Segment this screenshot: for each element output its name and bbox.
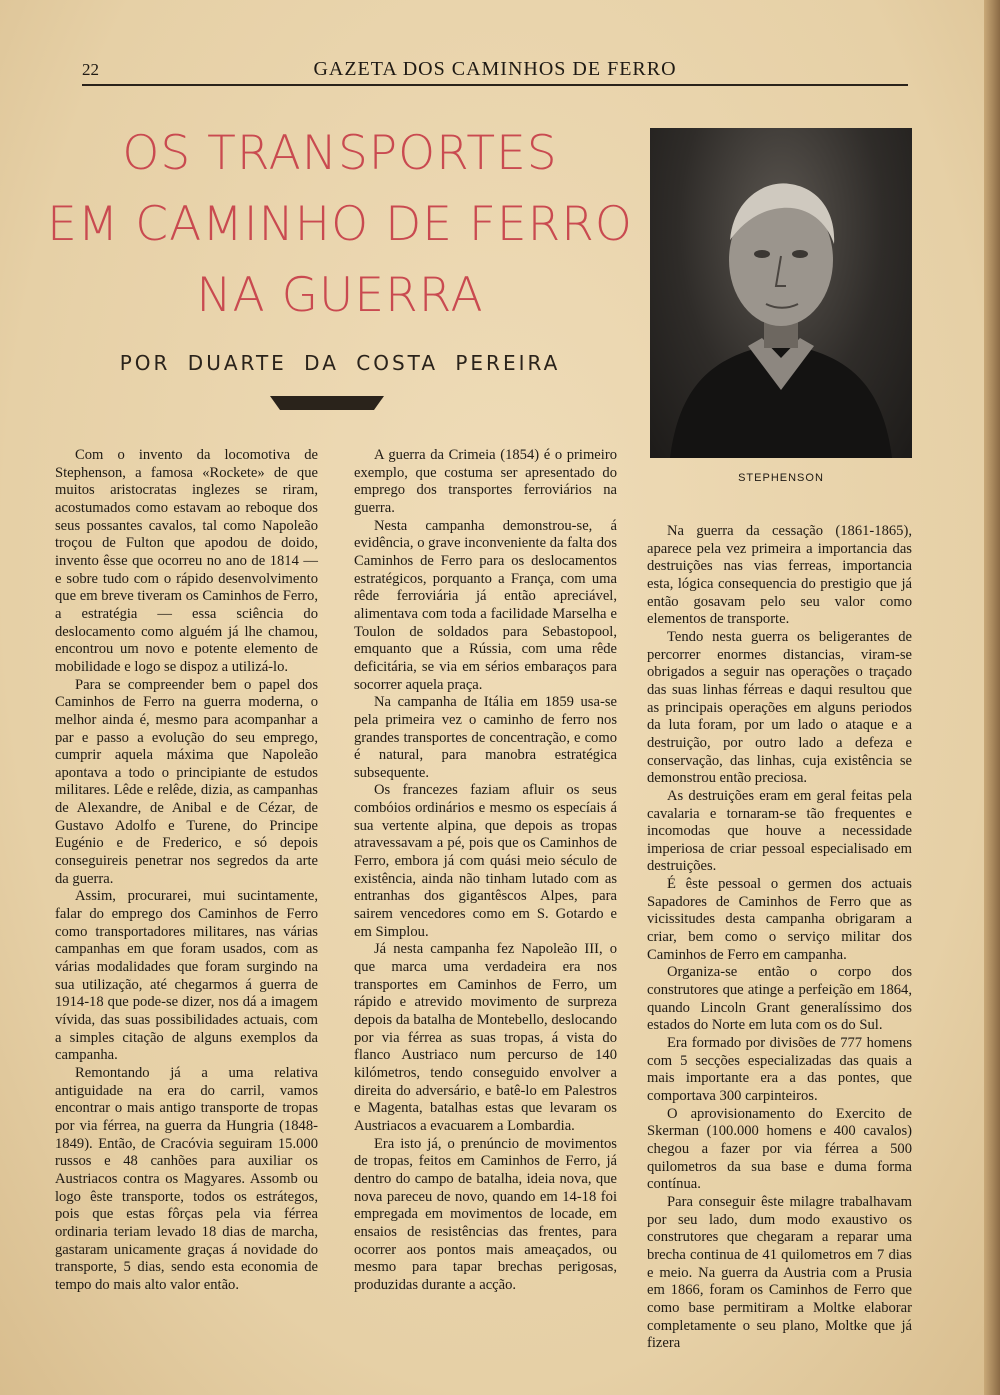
paragraph: Para conseguir êste milagre trabalhavam por seu lado, dum modo exaustivo os construtores que chegaram a reparar uma brecha continua de 41 quilometros em 7 dias e meio. Na guerra da Austria com a Prusia em 1866, foram os Caminhos de Ferro que como base permitiram a Moltke elaborar completamente o seu plano, Moltke que já fizera <box>647 1193 912 1352</box>
paragraph: Na guerra da cessação (1861-1865), aparece pela vez primeira a importancia das destruições nas vias ferreas, importancia esta, lógica consequencia do prestigio que já então gosavam pelo seu valor como elementos de transporte. <box>647 523 912 628</box>
paragraph: Já nesta campanha fez Napoleão III, o que marca uma verdadeira era nos transportes em Caminhos de Ferro, um rápido e atrevido movimento de surpreza depois da batalha de Montebello, deslocando por via férrea as suas tropas, á vista do flanco Austriaco num percurso de 140 kilómetros, tendo conseguido envolver a direita do adversário, e batê-lo em Palestros e Magenta, batalhas estas que levaram os Austriacos a evacuarem a Lombardia. <box>354 941 617 1134</box>
page-binding-edge <box>984 0 1000 1395</box>
paragraph: Tendo nesta guerra os beligerantes de percorrer enormes distancias, viram-se obrigados a seguir nas operações o traçado das suas linhas férreas e daqui resultou que as principais operações em alguns periodos da luta foram, por um lado o ataque e a destruição, por outro lado a defeza e conservação, das linhas, cuja existência se demonstrou então preciosa. <box>647 628 912 787</box>
paragraph: É êste pessoal o germen dos actuais Sapadores de Caminhos de Ferro que as vicissitudes desta campanha obrigaram a criar, bem como o serviço militar dos Caminhos de Ferro em campanha. <box>647 876 912 963</box>
portrait-illustration <box>650 128 912 458</box>
paragraph: Nesta campanha demonstrou-se, á evidência, o grave inconveniente da falta dos Caminhos de Ferro para os deslocamentos estratégicos, porquanto a França, com uma rêde ferroviária já então apreciável, alimentava com toda a facilidade Marselha e Toulon de soldados para Sebastopool, emquanto que a Rússia, com uma rêde deficitária, se via em sérios embaraços para socorrer aquela praça. <box>354 517 617 693</box>
paragraph: A guerra da Crimeia (1854) é o primeiro exemplo, que costuma ser apresentado do emprego dos transportes ferroviários na guerra. <box>354 447 617 516</box>
paragraph: Era isto já, o prenúncio de movimentos de tropas, feitos em Caminhos de Ferro, já dentro do campo de batalha, ideia nova, que nova pareceu de novo, quando em 14-18 foi empregada em movimentos de locade, em ensaios de resistências das frentes, para ocorrer aos pontos mais ameaçados, ou mesmo para tapar brechas perigosas, produzidas durante a acção. <box>354 1135 617 1293</box>
text-column-2 <box>354 447 617 1295</box>
article-byline: POR DUARTE DA COSTA PEREIRA <box>119 351 561 375</box>
paragraph: Organiza-se então o corpo dos construtores que atinge a perfeição em 1864, quando Lincoln Grant generalíssimo dos estados do Norte em luta com os do Sul. <box>647 964 912 1034</box>
paragraph: Na campanha de Itália em 1859 usa-se pela primeira vez o caminho de ferro nos grandes transportes de concentração, e como é natural, para manobra estratégica subsequente. <box>354 694 617 781</box>
stephenson-portrait <box>650 128 912 458</box>
paragraph: Os francezes faziam afluir os seus combóios ordinários e mesmo os especíais á sua vertente alpina, que depois as tropas atravessavam a pé, pois que os Caminhos de Ferro, embora já com quási meio século de existência, ainda não tinham lutado com as entranhas dos gigantêscos Alpes, para sairem vencedores como em S. Gotardo e em Simplou. <box>354 782 617 940</box>
paragraph: Com o invento da locomotiva de Stephenson, a famosa «Rockete» de que muitos aristocratas inglezes se riram, acostumados como estavam ao reboque dos seus possantes cavalos, tal como Napoleão troçou de Fulton que apodou de doido, invento êsse que ocorreu no ano de 1814 — e sobre tudo com o rápido desenvolvimento que em breve tiveram os Caminhos de Ferro, a estratégia — essa sciência do deslocamento como alguém já lhe chamou, encontrou um novo e potente elemento de mobilidade e logo se dispoz a utilizá-lo. <box>55 447 318 675</box>
text-column-3 <box>647 523 912 1353</box>
page-header <box>82 58 908 86</box>
article-title-block <box>40 118 640 375</box>
title-ornament-icon <box>270 396 384 410</box>
paragraph: As destruições eram em geral feitas pela cavalaria e tornaram-se tão frequentes e incomodas que houve a necessidade imperiosa de criar pessoal especialisado em destruições. <box>647 787 912 875</box>
portrait-caption: STEPHENSON <box>738 472 824 484</box>
paragraph: O aprovisionamento do Exercito de Skerman (100.000 homens e 400 cavalos) chegou a fazer por via férrea a 500 quilometros da sua base e duma forma contínua. <box>647 1105 912 1193</box>
article-title-line-3: NA GUERRA <box>196 268 484 323</box>
paragraph: Para se compreender bem o papel dos Caminhos de Ferro na guerra moderna, o melhor ainda é, mesmo para acompanhar a par e passo a evolução do seu emprego, cumprir aquela máxima que Napoleão apontava a todo o principiante de estudos militares. Lêde e relêde, dizia, as campanhas de Alexandre, de Anibal e de Cézar, de Gustavo Adolfo e Turene, do Principe Eugénio e de Frederico, e só depois conseguireis penetrar nos segredos da arte da guerra. <box>55 676 318 887</box>
article-title-line-2: EM CAMINHO DE FERRO <box>47 197 633 252</box>
paragraph: Assim, procurarei, mui sucintamente, falar do emprego dos Caminhos de Ferro como transportadores militares, nas várias campanhas em que foram usados, com as várias modalidades que foram surgindo na sua utilização, até chegarmos á guerra de 1914-18 que pode-se dizer, nos dá a imagem vívida, das suas possibilidades actuais, com a simples citação de alguns exemplos da campanha. <box>55 888 318 1064</box>
article-title-line-1: OS TRANSPORTES <box>122 126 558 181</box>
text-column-1 <box>55 447 318 1295</box>
paragraph: Era formado por divisões de 777 homens com 5 secções especializadas das quais a mais importante era a das pontes, que comportava 300 carpinteiros. <box>647 1035 912 1104</box>
header-rule <box>82 84 908 86</box>
page-number: 22 <box>82 60 99 79</box>
running-title: GAZETA DOS CAMINHOS DE FERRO <box>313 58 677 80</box>
paragraph: Remontando já a uma relativa antiguidade na era do carril, vamos encontrar o mais antigo transporte de tropas por via férrea, na guerra da Hungria (1848-1849). Então, de Cracóvia seguiram 15.000 russos e 48 canhões para auxiliar os Austriacos contra os Magyares. Assomb ou logo êste transporte, todos os estrátegos, pois que estas fôrças pela via férrea ordinaria teriam levado 18 dias de marcha, gastaram unicamente graças á novidade do transporte, 5 dias, sendo esta economia de tempo do mais alto valor então. <box>55 1064 318 1293</box>
